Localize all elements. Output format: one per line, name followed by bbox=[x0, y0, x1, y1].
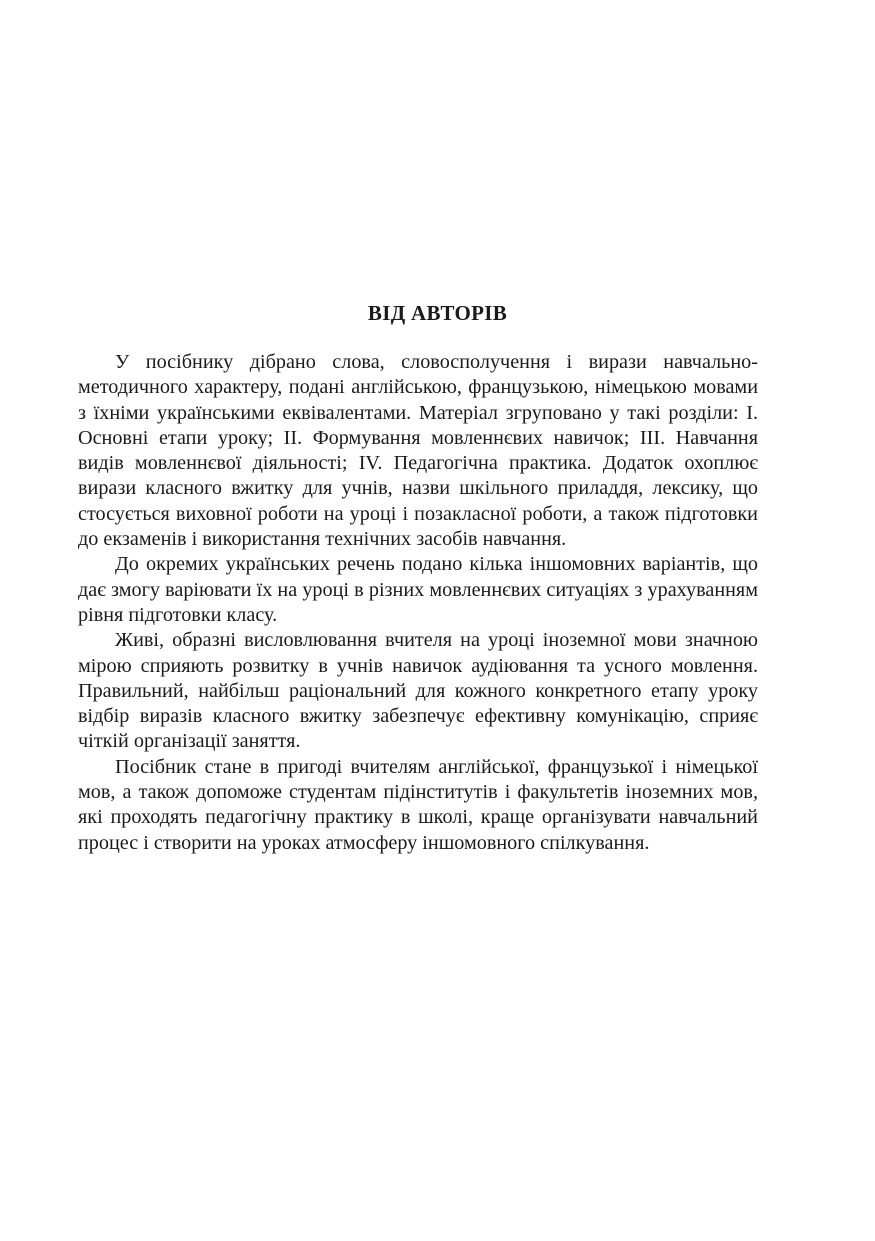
paragraph-1: У посібнику дібрано слова, словосполучення і вирази навчально-методичного характеру, подані англійською, французькою, німецькою мовами з їхніми українськими еквівалентами. Матеріал згруповано у такі розділи: I. Основні етапи уроку; II. Формування мовленнєвих навичок; III. Навчання видів мовленнєвої діяльності; IV. Педагогічна практика. Додаток охоплює вирази класного вжитку для учнів, назви шкільного приладдя, лексику, що стосується виховної роботи на уроці і позакласної роботи, а також підготовки до екзаменів і використання технічних засобів навчання. bbox=[78, 351, 758, 551]
paragraph-3: Живі, образні висловлювання вчителя на уроці іноземної мови значною мірою сприяють розвитку в учнів навичок аудіювання та усного мовлення. Правильний, найбільш раціональний для кожного конкретного етапу уроку відбір виразів класного вжитку забезпечує ефективну комунікацію, сприяє чіткій організації заняття. bbox=[78, 629, 758, 753]
page-title: ВІД АВТОРІВ bbox=[367, 301, 508, 325]
paragraph-4: Посібник стане в пригоді вчителям англійської, французької і німецької мов, а також допоможе студентам підінститутів і факультетів іноземних мов, які проходять педагогічну практику в школі, краще організувати навчальний процес і створити на уроках атмосферу іншомовного спілкування. bbox=[78, 755, 758, 854]
paragraph-2: До окремих українських речень подано кілька іншомовних варіантів, що дає змогу варіювати їх на уроці в різних мовленнєвих ситуаціях з урахуванням рівня підготовки класу. bbox=[78, 553, 758, 626]
body-text bbox=[78, 350, 758, 856]
